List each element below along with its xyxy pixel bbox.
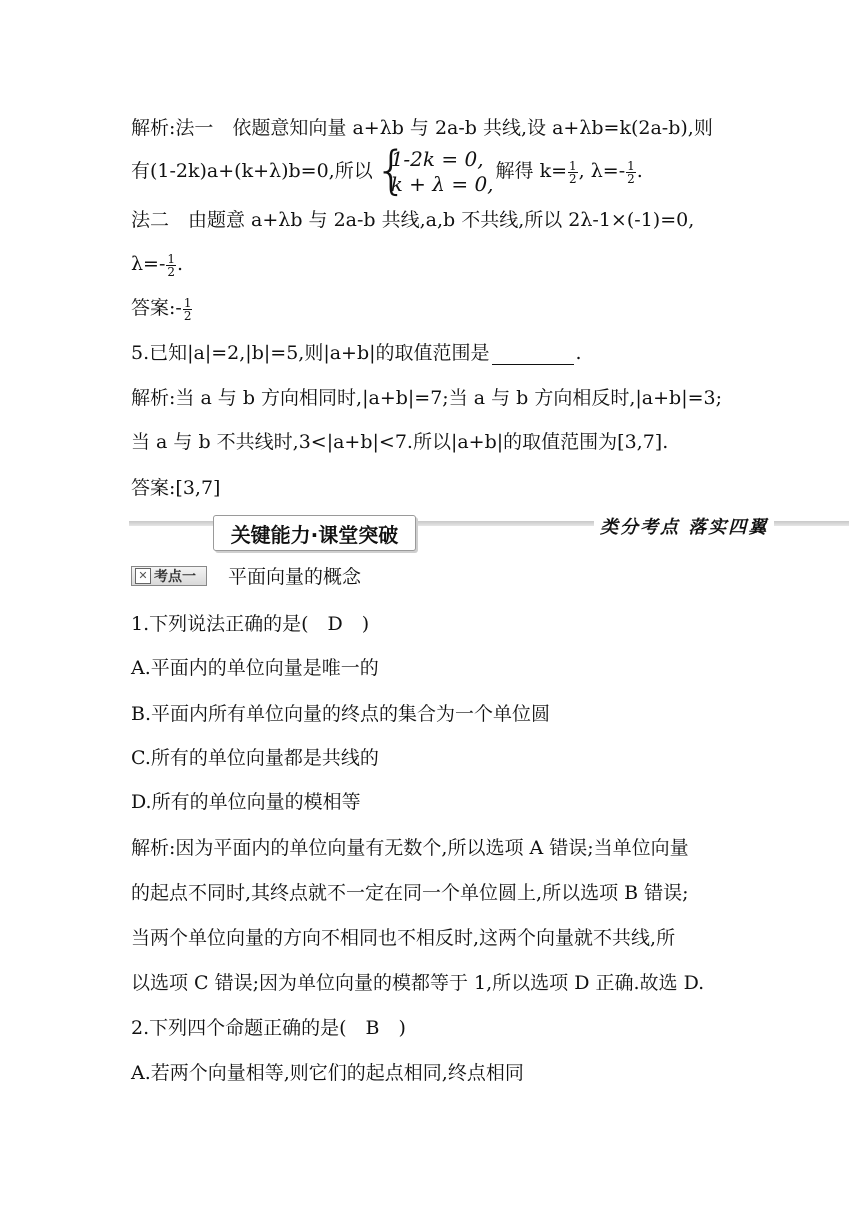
equation-2: k + λ = 0, [390, 172, 494, 196]
fraction-half: $\frac{1}{2}$ [569, 158, 577, 186]
text-segment: 有(1-2k)a+(k+λ)b=0,所以 [131, 160, 373, 182]
section-banner-title: 关键能力·课堂突破 [213, 515, 416, 551]
solution-method-two: 法二 由题意 a+λb 与 2a-b 共线,a,b 不共线,所以 2λ-1×(-1)=0, [131, 209, 695, 231]
question-1-option-c: C.所有的单位向量都是共线的 [131, 747, 379, 769]
question-1-option-a: A.平面内的单位向量是唯一的 [131, 657, 379, 679]
question-1-explanation-1: 解析:因为平面内的单位向量有无数个,所以选项 A 错误;当单位向量 [131, 837, 689, 859]
solution-5-line-1: 解析:当 a 与 b 方向相同时,|a+b|=7;当 a 与 b 方向相反时,|a+b|=3; [131, 387, 723, 409]
solution-equation-line [131, 141, 643, 201]
solution-5-line-2: 当 a 与 b 不共线时,3<|a+b|<7.所以|a+b|的取值范围为[3,7]. [131, 431, 669, 453]
question-1-option-b: B.平面内所有单位向量的终点的集合为一个单位圆 [131, 703, 551, 725]
answer-4 [131, 296, 193, 322]
kaodian-title: 平面向量的概念 [228, 566, 362, 588]
question-1-explanation-4: 以选项 C 错误;因为单位向量的模都等于 1,所以选项 D 正确.故选 D. [131, 972, 705, 994]
lambda-result [131, 252, 183, 278]
equation-system [374, 141, 494, 201]
text-segment: . [575, 342, 582, 364]
answer-blank [492, 346, 574, 365]
kaodian-tag-label: 考点一 [154, 569, 196, 585]
question-2-option-a: A.若两个向量相等,则它们的起点相同,终点相同 [131, 1062, 524, 1084]
book-icon: ✕ [135, 568, 151, 584]
text-segment: . [636, 160, 643, 182]
solution-method-one: 解析:法一 依题意知向量 a+λb 与 2a-b 共线,设 a+λb=k(2a-b),则 [131, 117, 713, 139]
kaodian-tag [131, 566, 207, 586]
question-1-option-d: D.所有的单位向量的模相等 [131, 791, 361, 813]
answer-5: 答案:[3,7] [131, 477, 221, 499]
question-5 [131, 341, 582, 365]
question-1-stem: 1.下列说法正确的是( D ) [131, 613, 370, 635]
text-segment: , λ=- [578, 160, 626, 182]
fraction-half: $\frac{1}{2}$ [183, 295, 192, 323]
text-segment: λ=- [131, 253, 166, 275]
equation-1: 1-2k = 0, [390, 147, 484, 171]
left-brace-icon: { [374, 141, 408, 201]
text-segment: 5.已知|a|=2,|b|=5,则|a+b|的取值范围是 [131, 342, 490, 364]
question-1-explanation-2: 的起点不同时,其终点就不一定在同一个单位圆上,所以选项 B 错误; [131, 882, 689, 904]
text-segment: . [177, 253, 184, 275]
fraction-half: $\frac{1}{2}$ [167, 251, 176, 279]
text-segment: 答案:- [131, 297, 182, 319]
question-2-stem: 2.下列四个命题正确的是( B ) [131, 1017, 406, 1039]
text-segment: 解得 k= [495, 160, 568, 182]
section-banner-slogan: 类分考点 落实四翼 [594, 513, 774, 539]
question-1-explanation-3: 当两个单位向量的方向不相同也不相反时,这两个向量就不共线,所 [131, 927, 676, 949]
fraction-half: $\frac{1}{2}$ [627, 158, 635, 186]
